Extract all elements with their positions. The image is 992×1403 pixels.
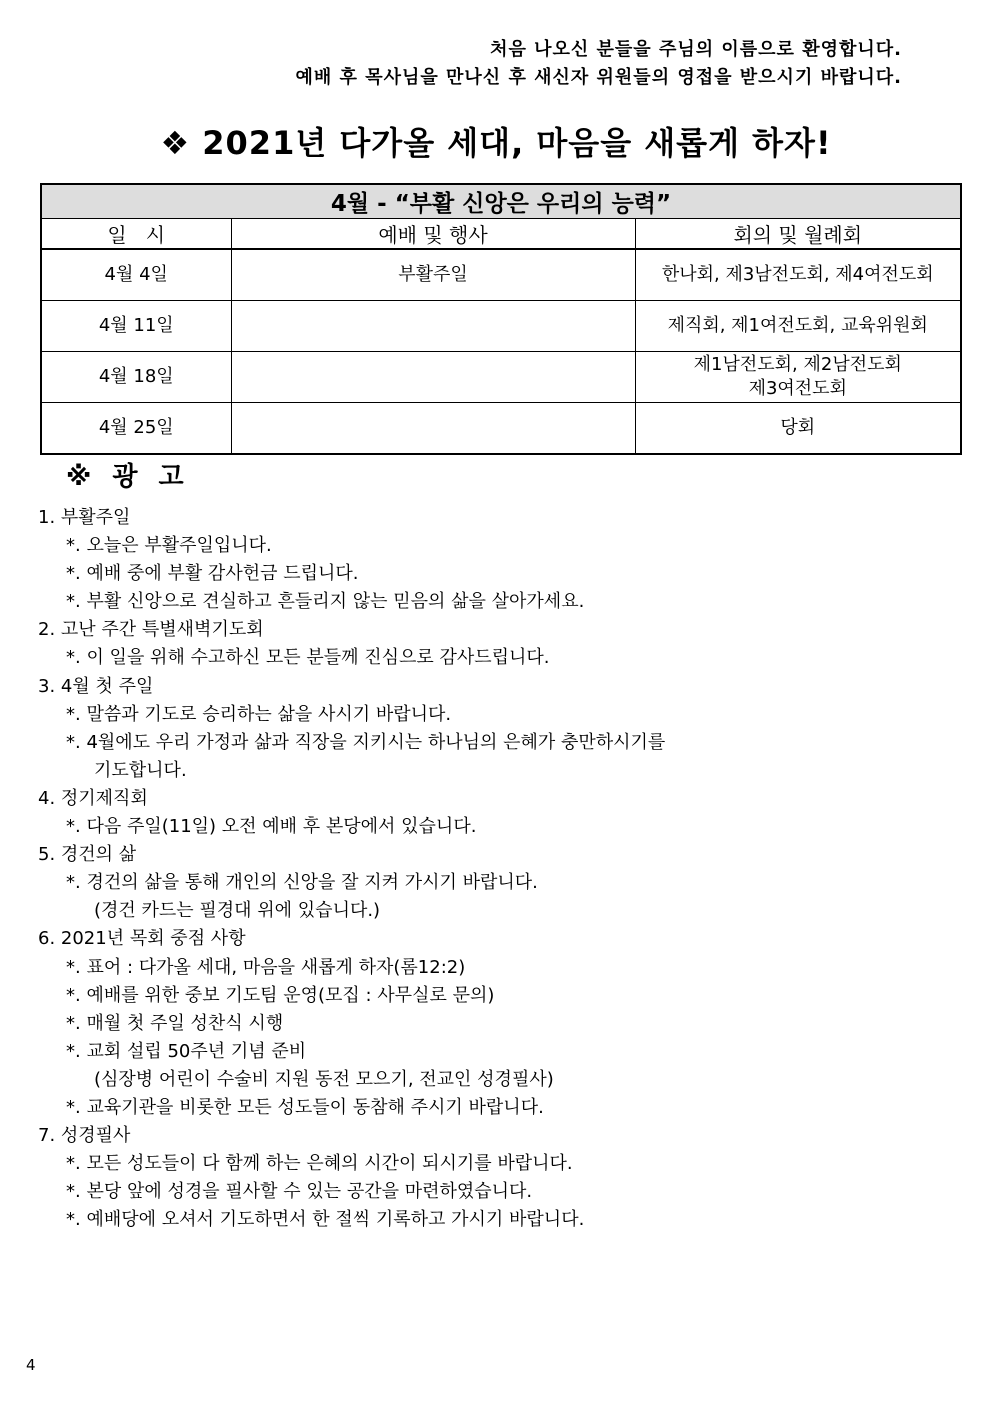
announcement-line: *. 말씀과 기도로 승리하는 삶을 사시기 바랍니다. bbox=[66, 703, 452, 725]
row-event bbox=[231, 301, 635, 352]
announcement-line: *. 다음 주일(11일) 오전 예배 후 본당에서 있습니다. bbox=[66, 816, 477, 838]
announcement-title: 4. 정기제직회 bbox=[38, 787, 148, 809]
table-row bbox=[41, 301, 961, 352]
table-row bbox=[41, 352, 961, 403]
announcements-heading: ※ 광 고 bbox=[66, 462, 190, 492]
row-meeting-line: 제직회, 제1여전도회, 교육위원회 bbox=[667, 315, 928, 336]
row-date: 4월 18일 bbox=[41, 352, 231, 403]
row-date: 4월 11일 bbox=[41, 301, 231, 352]
announcement-line: *. 경건의 삶을 통해 개인의 신앙을 잘 지켜 가시기 바랍니다. bbox=[66, 872, 538, 894]
announcement-title: 3. 4월 첫 주일 bbox=[38, 675, 154, 697]
page-number: 4 bbox=[26, 1356, 36, 1374]
row-meeting bbox=[635, 249, 961, 301]
announcement-title: 7. 성경필사 bbox=[38, 1125, 131, 1147]
header-event: 예배 및 행사 bbox=[231, 219, 635, 250]
row-meeting bbox=[635, 403, 961, 455]
row-meeting-line: 제1남전도회, 제2남전도회 bbox=[693, 354, 902, 375]
announcement-line: *. 부활 신앙으로 견실하고 흔들리지 않는 믿음의 삶을 살아가세요. bbox=[66, 591, 585, 613]
row-event bbox=[231, 352, 635, 403]
announcement-title: 5. 경건의 삶 bbox=[38, 844, 137, 866]
announcement-line: 기도합니다. bbox=[94, 759, 187, 781]
announcement-line: *. 교회 설립 50주년 기념 준비 bbox=[66, 1040, 307, 1062]
schedule-table bbox=[40, 183, 962, 455]
welcome-line-1: 처음 나오신 분들을 주님의 이름으로 환영합니다. bbox=[490, 39, 902, 60]
table-row bbox=[41, 403, 961, 455]
row-meeting bbox=[635, 352, 961, 403]
row-event: 부활주일 bbox=[231, 249, 635, 301]
announcement-title: 1. 부활주일 bbox=[38, 507, 131, 528]
row-event bbox=[231, 403, 635, 455]
announcement-line: *. 예배 중에 부활 감사헌금 드립니다. bbox=[66, 563, 359, 585]
announcement-title: 2. 고난 주간 특별새벽기도회 bbox=[38, 619, 264, 641]
header-date: 일 시 bbox=[41, 219, 231, 250]
announcement-line: *. 교육기관을 비롯한 모든 성도들이 동참해 주시기 바랍니다. bbox=[66, 1096, 544, 1118]
announcement-line: *. 표어 : 다가올 세대, 마음을 새롭게 하자(롬12:2) bbox=[66, 956, 466, 978]
announcement-line: *. 모든 성도들이 다 함께 하는 은혜의 시간이 되시기를 바랍니다. bbox=[66, 1153, 573, 1175]
announcement-line: *. 예배당에 오셔서 기도하면서 한 절씩 기록하고 가시기 바랍니다. bbox=[66, 1209, 585, 1231]
row-meeting-line-2: 제3여전도회 bbox=[748, 378, 847, 399]
announcement-line: (심장병 어린이 수술비 지원 동전 모으기, 전교인 성경필사) bbox=[94, 1068, 554, 1090]
announcement-line: *. 오늘은 부활주일입니다. bbox=[66, 535, 272, 557]
row-meeting-line: 당회 bbox=[780, 417, 816, 438]
announcements-list bbox=[38, 504, 938, 1234]
schedule-header-row bbox=[41, 219, 961, 250]
schedule-month-row bbox=[41, 184, 961, 219]
page-title: ❖ 2021년 다가올 세대, 마음을 새롭게 하자! bbox=[160, 124, 832, 162]
row-meeting bbox=[635, 301, 961, 352]
header-meeting: 회의 및 월례회 bbox=[635, 219, 961, 250]
row-date: 4월 25일 bbox=[41, 403, 231, 455]
welcome-message bbox=[296, 36, 903, 92]
announcement-title: 6. 2021년 목회 중점 사항 bbox=[38, 928, 246, 950]
row-date: 4월 4일 bbox=[41, 249, 231, 301]
schedule-month-title: 4월 - “부활 신앙은 우리의 능력” bbox=[41, 184, 961, 219]
announcement-line: *. 본당 앞에 성경을 필사할 수 있는 공간을 마련하였습니다. bbox=[66, 1181, 533, 1203]
welcome-line-2: 예배 후 목사님을 만나신 후 새신자 위원들의 영접을 받으시기 바랍니다. bbox=[295, 67, 902, 88]
row-meeting-line: 한나회, 제3남전도회, 제4여전도회 bbox=[661, 264, 934, 285]
announcement-line: *. 매월 첫 주일 성찬식 시행 bbox=[66, 1012, 284, 1034]
announcement-line: *. 예배를 위한 중보 기도팀 운영(모집 : 사무실로 문의) bbox=[66, 984, 495, 1006]
announcement-line: *. 이 일을 위해 수고하신 모든 분들께 진심으로 감사드립니다. bbox=[66, 647, 550, 669]
announcement-line: *. 4월에도 우리 가정과 삶과 직장을 지키시는 하나님의 은혜가 충만하시기를 bbox=[66, 731, 666, 753]
announcement-line: (경건 카드는 필경대 위에 있습니다.) bbox=[94, 900, 381, 922]
table-row bbox=[41, 249, 961, 301]
